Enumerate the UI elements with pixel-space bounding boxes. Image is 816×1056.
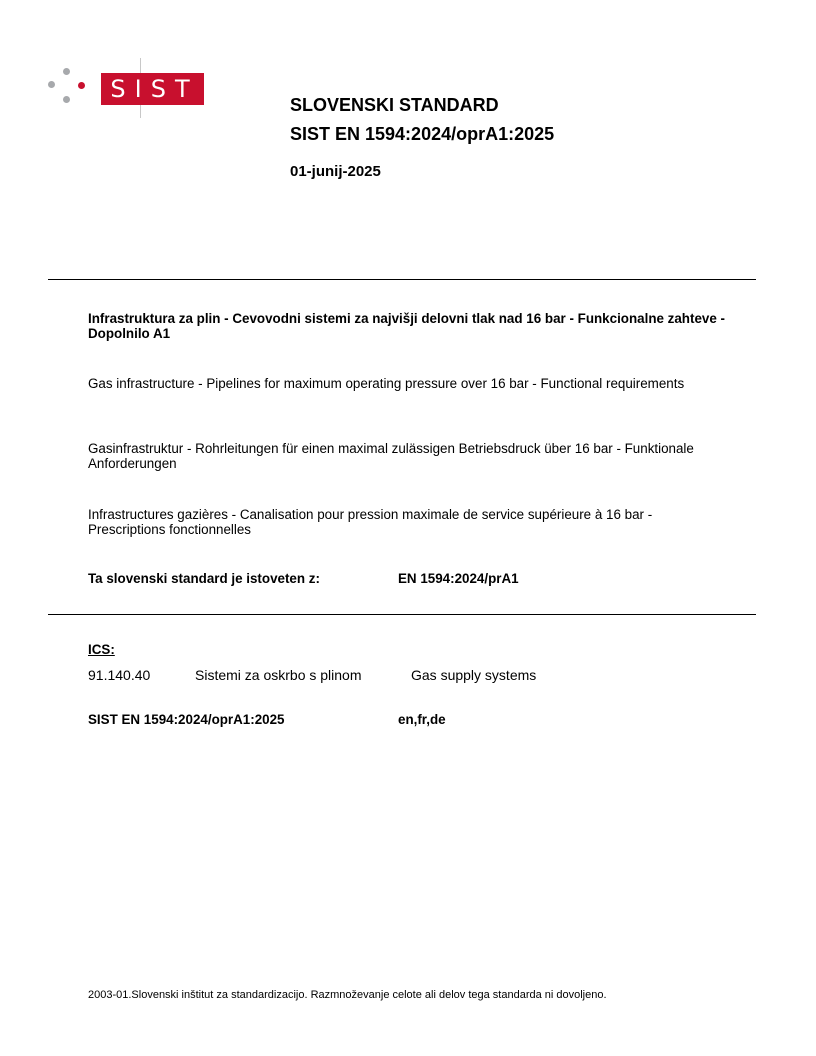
title-french: Infrastructures gazières - Canalisation pour pression maximale de service supérieure à 16 bar - Prescriptions fonctionnelles (88, 507, 653, 537)
ics-code: 91.140.40 (88, 667, 151, 683)
identical-label: Ta slovenski standard je istoveten z: (88, 571, 320, 586)
ics-label: ICS: (88, 642, 115, 657)
logo-wordmark: SIST (101, 73, 204, 105)
designation-code: SIST EN 1594:2024/oprA1:2025 (88, 712, 285, 727)
identical-value: EN 1594:2024/prA1 (398, 571, 519, 586)
standard-type-heading: SLOVENSKI STANDARD (290, 95, 499, 115)
logo-dot-icon (78, 82, 85, 89)
title-english: Gas infrastructure - Pipelines for maximum operating pressure over 16 bar - Functional requirements (88, 376, 685, 391)
publication-date: 01-junij-2025 (290, 163, 381, 180)
logo-dot-icon (48, 81, 55, 88)
title-german: Gasinfrastruktur - Rohrleitungen für einen maximal zulässigen Betriebsdruck über 16 bar - Funktionale Anforderungen (88, 441, 694, 471)
copyright-footer: 2003-01.Slovenski inštitut za standardizacijo. Razmnoževanje celote ali delov tega standarda ni dovoljeno. (88, 989, 607, 1001)
title-slovenian: Infrastruktura za plin - Cevovodni sistemi za najvišji delovni tlak nad 16 bar - Funkcionalne zahteve - Dopolnilo A1 (88, 311, 725, 341)
standard-code-heading: SIST EN 1594:2024/oprA1:2025 (290, 124, 555, 144)
ics-description-sl: Sistemi za oskrbo s plinom (195, 667, 362, 683)
logo-dot-icon (63, 96, 70, 103)
ics-description-en: Gas supply systems (411, 667, 537, 683)
logo-dot-icon (63, 68, 70, 75)
bottom-divider (48, 614, 756, 615)
designation-languages: en,fr,de (398, 712, 446, 727)
top-divider (48, 279, 756, 280)
